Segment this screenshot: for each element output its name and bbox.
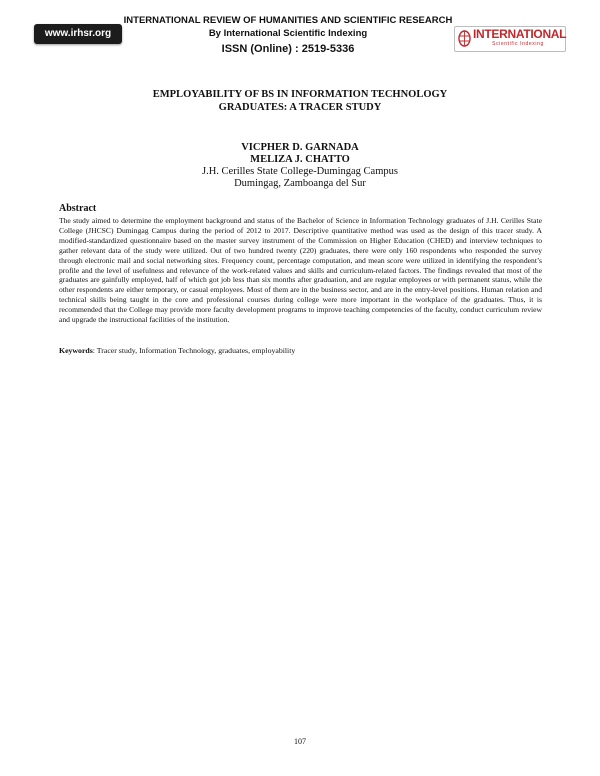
author-name: VICPHER D. GARNADA (241, 142, 359, 153)
journal-header (0, 0, 600, 58)
keywords-line (59, 346, 542, 356)
affiliation: J.H. Cerilles State College-Dumingag Campus (202, 166, 398, 177)
paper-title (100, 88, 500, 114)
international-logo (454, 26, 566, 52)
keywords-label: Keywords (59, 346, 93, 355)
logo-wordmark: INTERNATIONAL (473, 27, 567, 41)
journal-info (118, 14, 458, 57)
page-number: 107 (294, 737, 306, 746)
affiliation-location: Dumingag, Zamboanga del Sur (234, 178, 366, 189)
journal-indexing: By International Scientific Indexing (208, 28, 368, 39)
abstract-heading: Abstract (59, 203, 97, 214)
paper-title-line: GRADUATES: A TRACER STUDY (218, 102, 382, 113)
journal-issn: ISSN (Online) : 2519-5336 (221, 43, 355, 55)
logo-subtitle: Scientific Indexing (492, 41, 544, 47)
keywords-text: : Tracer study, Information Technology, graduates, employability (92, 346, 296, 355)
author-block (150, 142, 450, 190)
journal-title: INTERNATIONAL REVIEW OF HUMANITIES AND SCIENTIFIC RESEARCH (123, 15, 453, 26)
logo-globe-icon (458, 30, 471, 47)
site-url-badge: www.irhsr.org (34, 24, 122, 44)
abstract-section (59, 203, 542, 325)
paper-title-line: EMPLOYABILITY OF BS IN INFORMATION TECHNOLOGY (152, 89, 448, 100)
abstract-body: The study aimed to determine the employment background and status of the Bachelor of Science in Information Technology graduates of J.H. Cerilles State College (JHCSC) Dumingag Campus during the period of 2012 to 2017. Descriptive quantitative method was used as the design of this tracer study. A modified-standardized questionnaire based on the master survey instrument of the Commission on Higher Education (CHED) and interview techniques to gather relevant data of the study were utilized. Out of two hundred twenty (220) graduates, there were only 160 respondents who responded the survey through electronic mail and social networking sites. Frequency count, percentage computation, and mean score were utilized in identifying the respondent’s profile and the level of usefulness and relevance of the work-related values and skills and curriculum-related factors. The findings revealed that most of the graduates are gainfully employed, half of which got job less than six months after graduation, and are regular employees or with permanent status, while the other respondents are either temporary, or casual employees. Most of them are in the business sector, and are in the entry-level positions. Human relation and technical skills being taught in the core and professional courses during college were more important in the workplace of the graduates. Thus, it is recommended that the College may provide more faculty development programs to improve teaching competencies of the faculty, conduct curriculum review and upgrade the instructional facilities of the institution. (59, 216, 542, 325)
author-name: MELIZA J. CHATTO (250, 154, 350, 165)
